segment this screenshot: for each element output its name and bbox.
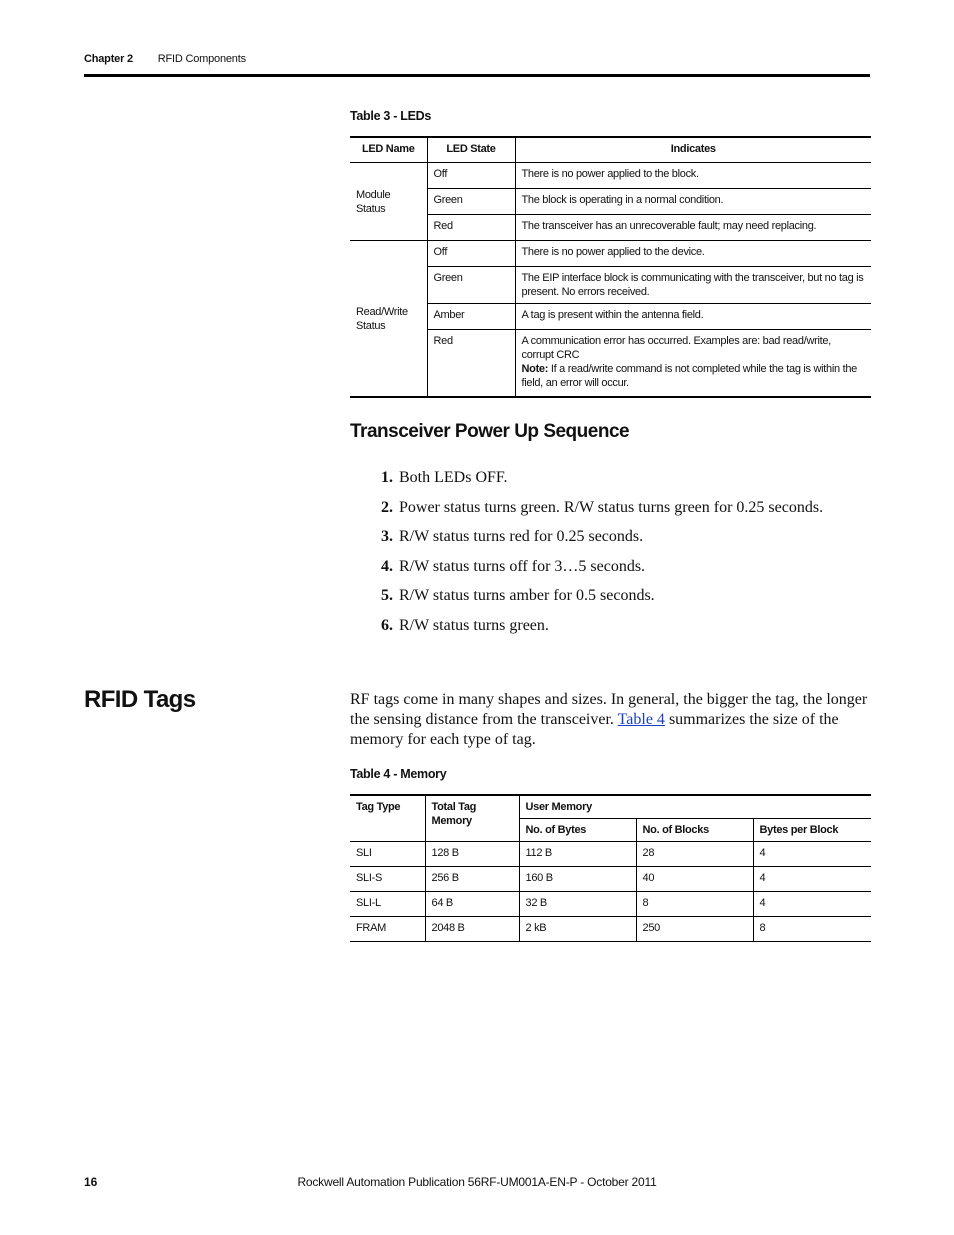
table-cell: 4 [753, 842, 871, 867]
led-indicates [515, 330, 871, 398]
publication-footer: Rockwell Automation Publication 56RF-UM001A-EN-P - October 2011 [297, 1175, 657, 1189]
led-state: Red [427, 215, 515, 241]
running-header [84, 53, 246, 65]
led-state: Off [427, 163, 515, 189]
col-header: Tag Type [350, 795, 425, 842]
list-item [350, 585, 823, 615]
table3-caption: Table 3 - LEDs [350, 109, 432, 123]
led-indicates: There is no power applied to the device. [515, 241, 871, 267]
table-cell: 8 [753, 917, 871, 942]
step-number: 1. [381, 469, 393, 486]
led-name: Read/Write Status [356, 305, 408, 332]
table-row [350, 892, 871, 917]
table-cell: 40 [636, 867, 753, 892]
step-number: 6. [381, 616, 393, 634]
table-row [350, 163, 871, 189]
table-cell: 112 B [519, 842, 636, 867]
table-cell: SLI [350, 842, 425, 867]
table-row [350, 842, 871, 867]
led-indicates: There is no power applied to the block. [515, 163, 871, 189]
step-number: 3. [381, 528, 393, 546]
table-header-row [350, 137, 871, 163]
table-cell: 8 [636, 892, 753, 917]
col-header: Indicates [515, 137, 871, 163]
table4-link[interactable]: Table 4 [617, 711, 665, 728]
col-header: User Memory [519, 795, 871, 819]
step-text: R/W status turns off for 3…5 seconds. [399, 557, 646, 575]
step-number: 5. [381, 587, 393, 605]
table-row [350, 917, 871, 942]
col-header: No. of Blocks [636, 819, 753, 842]
led-indicates: A tag is present within the antenna field. [515, 304, 871, 330]
col-header: Total Tag Memory [425, 795, 519, 842]
section-label: RFID Components [157, 53, 246, 65]
table-row [350, 189, 871, 215]
step-number: 4. [381, 557, 393, 575]
led-state: Green [427, 267, 515, 304]
table-cell: 2048 B [425, 917, 519, 942]
note-text: If a read/write command is not completed while the tag is within the field, an error will occur. [521, 363, 857, 389]
table-row [350, 330, 871, 398]
table-cell: 64 B [425, 892, 519, 917]
list-item [350, 556, 823, 586]
col-header: No. of Bytes [519, 819, 636, 842]
table-cell: 250 [636, 917, 753, 942]
table-cell: SLI-L [350, 892, 425, 917]
page-number: 16 [84, 1175, 98, 1189]
note [522, 362, 866, 390]
led-indicates: The transceiver has an unrecoverable fault; may need replacing. [515, 215, 871, 241]
table-row [350, 304, 871, 330]
step-text: R/W status turns green. [399, 616, 549, 634]
led-indicates: The EIP interface block is communicating with the transceiver, but no tag is present. No errors received. [515, 267, 871, 304]
led-state: Red [427, 330, 515, 398]
section-heading: Transceiver Power Up Sequence [350, 421, 630, 442]
table-cell: 160 B [519, 867, 636, 892]
list-item [350, 497, 823, 527]
table-cell: 2 kB [519, 917, 636, 942]
led-state: Green [427, 189, 515, 215]
section-heading: RFID Tags [84, 686, 196, 713]
led-name: Module Status [350, 163, 427, 241]
table-cell: 128 B [425, 842, 519, 867]
step-text: Both LEDs OFF. [399, 469, 508, 486]
intro-paragraph [350, 690, 870, 750]
step-number: 2. [381, 498, 393, 516]
memory-table [350, 794, 871, 942]
led-state: Amber [427, 304, 515, 330]
step-text: Power status turns green. R/W status turns green for 0.25 seconds. [399, 498, 824, 516]
table-row [350, 241, 871, 267]
leds-table [350, 136, 871, 398]
table4-caption: Table 4 - Memory [350, 767, 447, 781]
table-row [350, 215, 871, 241]
step-text: R/W status turns amber for 0.5 seconds. [399, 587, 655, 605]
col-header: LED Name [350, 137, 427, 163]
led-indicates: The block is operating in a normal condition. [515, 189, 871, 215]
note-label: Note: [521, 363, 549, 375]
table-cell: 256 B [425, 867, 519, 892]
table-row [350, 267, 871, 304]
table-cell: FRAM [350, 917, 425, 942]
list-item [350, 526, 823, 556]
table-header-row [350, 795, 871, 819]
table-cell: SLI-S [350, 867, 425, 892]
table-cell: 4 [753, 892, 871, 917]
table-cell: 4 [753, 867, 871, 892]
intro-text: summarizes the size of the memory for each type of tag. [350, 711, 839, 748]
step-text: R/W status turns red for 0.25 seconds. [399, 528, 644, 546]
col-header: LED State [427, 137, 515, 163]
list-item [350, 615, 823, 645]
header-rule [84, 74, 870, 77]
chapter-label: Chapter 2 [84, 53, 133, 65]
led-state: Off [427, 241, 515, 267]
list-item [350, 467, 823, 497]
steps-list [350, 467, 823, 645]
intro-text: RF tags come in many shapes and sizes. In general, the bigger the tag, the longer the sensing distance from the transceiver. [350, 691, 868, 728]
indicates-text: A communication error has occurred. Examples are: bad read/write, corrupt CRC [521, 335, 831, 361]
table-cell: 32 B [519, 892, 636, 917]
col-header: Bytes per Block [753, 819, 871, 842]
table-row [350, 867, 871, 892]
table-cell: 28 [636, 842, 753, 867]
